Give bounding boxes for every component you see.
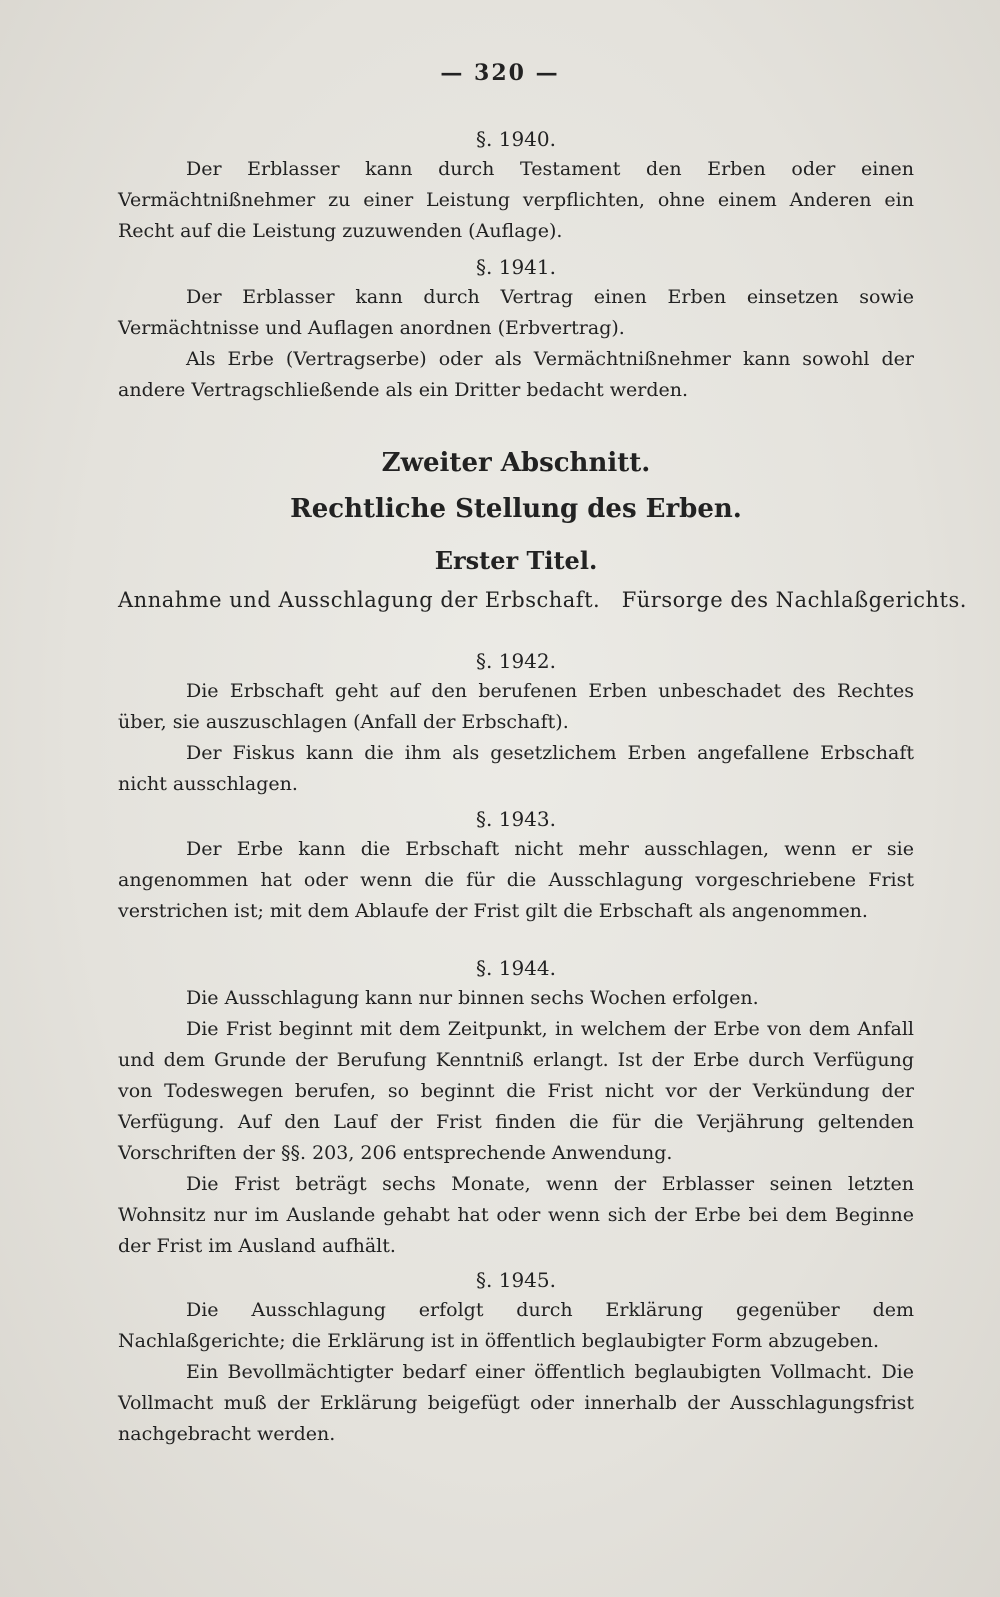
section-number: §. 1945. [476,1268,556,1292]
chapter-headings [118,443,967,617]
section-number: §. 1943. [476,807,556,831]
section-1943 [118,804,914,927]
paragraph: Als Erbe (Vertragserbe) oder als Vermächtnißnehmer kann sowohl der andere Vertragschließende als ein Dritter bedacht werden. [118,348,914,401]
section-1941 [118,252,914,406]
paragraph: Der Fiskus kann die ihm als gesetzlichem Erben angefallene Erbschaft nicht ausschlagen. [118,742,914,795]
section-number: §. 1944. [476,956,556,980]
section-heading: Zweiter Abschnitt. [381,448,651,478]
paragraph: Die Erbschaft geht auf den berufenen Erben unbeschadet des Rechtes über, sie auszuschlagen (Anfall der Erbschaft). [118,680,914,733]
page-number: — 320 — [440,60,560,86]
title-subject: Annahme und Ausschlagung der Erbschaft. Fürsorge des Nachlaßgerichts. [118,588,967,612]
section-1944 [118,953,914,1262]
paragraph: Der Erblasser kann durch Testament den Erben oder einen Vermächtnißnehmer zu einer Leistung verpflichten, ohne einem Anderen ein Recht auf die Leistung zuzuwenden (Auflage). [118,158,914,242]
paragraph: Die Ausschlagung kann nur binnen sechs Wochen erfolgen. [186,987,759,1009]
section-title: Rechtliche Stellung des Erben. [290,494,742,524]
paragraph: Ein Bevollmächtigter bedarf einer öffentlich beglaubigten Vollmacht. Die Vollmacht muß der Erklärung beigefügt oder innerhalb der Ausschlagungsfrist nachgebracht werden. [118,1361,914,1445]
section-1942 [118,646,914,800]
section-number: §. 1942. [476,649,556,673]
section-number: §. 1940. [476,127,556,151]
paragraph: Die Frist beginnt mit dem Zeitpunkt, in welchem der Erbe von dem Anfall und dem Grunde der Berufung Kenntniß erlangt. Ist der Erbe durch Verfügung von Todeswegen berufen, so beginnt die Frist nicht vor der Verkündung der Verfügung. Auf den Lauf der Frist finden die für die Verjährung geltenden Vorschriften der §§. 203, 206 entsprechende Anwendung. [118,1018,914,1164]
paragraph: Die Ausschlagung erfolgt durch Erklärung gegenüber dem Nachlaßgerichte; die Erklärung ist in öffentlich beglaubigter Form abzugeben. [118,1299,914,1352]
title-heading: Erster Titel. [434,546,598,575]
paragraph: Die Frist beträgt sechs Monate, wenn der Erblasser seinen letzten Wohnsitz nur im Auslande gehabt hat oder wenn sich der Erbe bei dem Beginne der Frist im Ausland aufhält. [118,1173,914,1257]
section-1945 [118,1265,914,1450]
section-1940 [118,124,914,247]
paragraph: Der Erbe kann die Erbschaft nicht mehr ausschlagen, wenn er sie angenommen hat oder wenn die für die Ausschlagung vorgeschriebene Frist verstrichen ist; mit dem Ablaufe der Frist gilt die Erbschaft als angenommen. [118,838,914,922]
section-number: §. 1941. [476,255,556,279]
paragraph: Der Erblasser kann durch Vertrag einen Erben einsetzen sowie Vermächtnisse und Auflagen anordnen (Erbvertrag). [118,286,914,339]
